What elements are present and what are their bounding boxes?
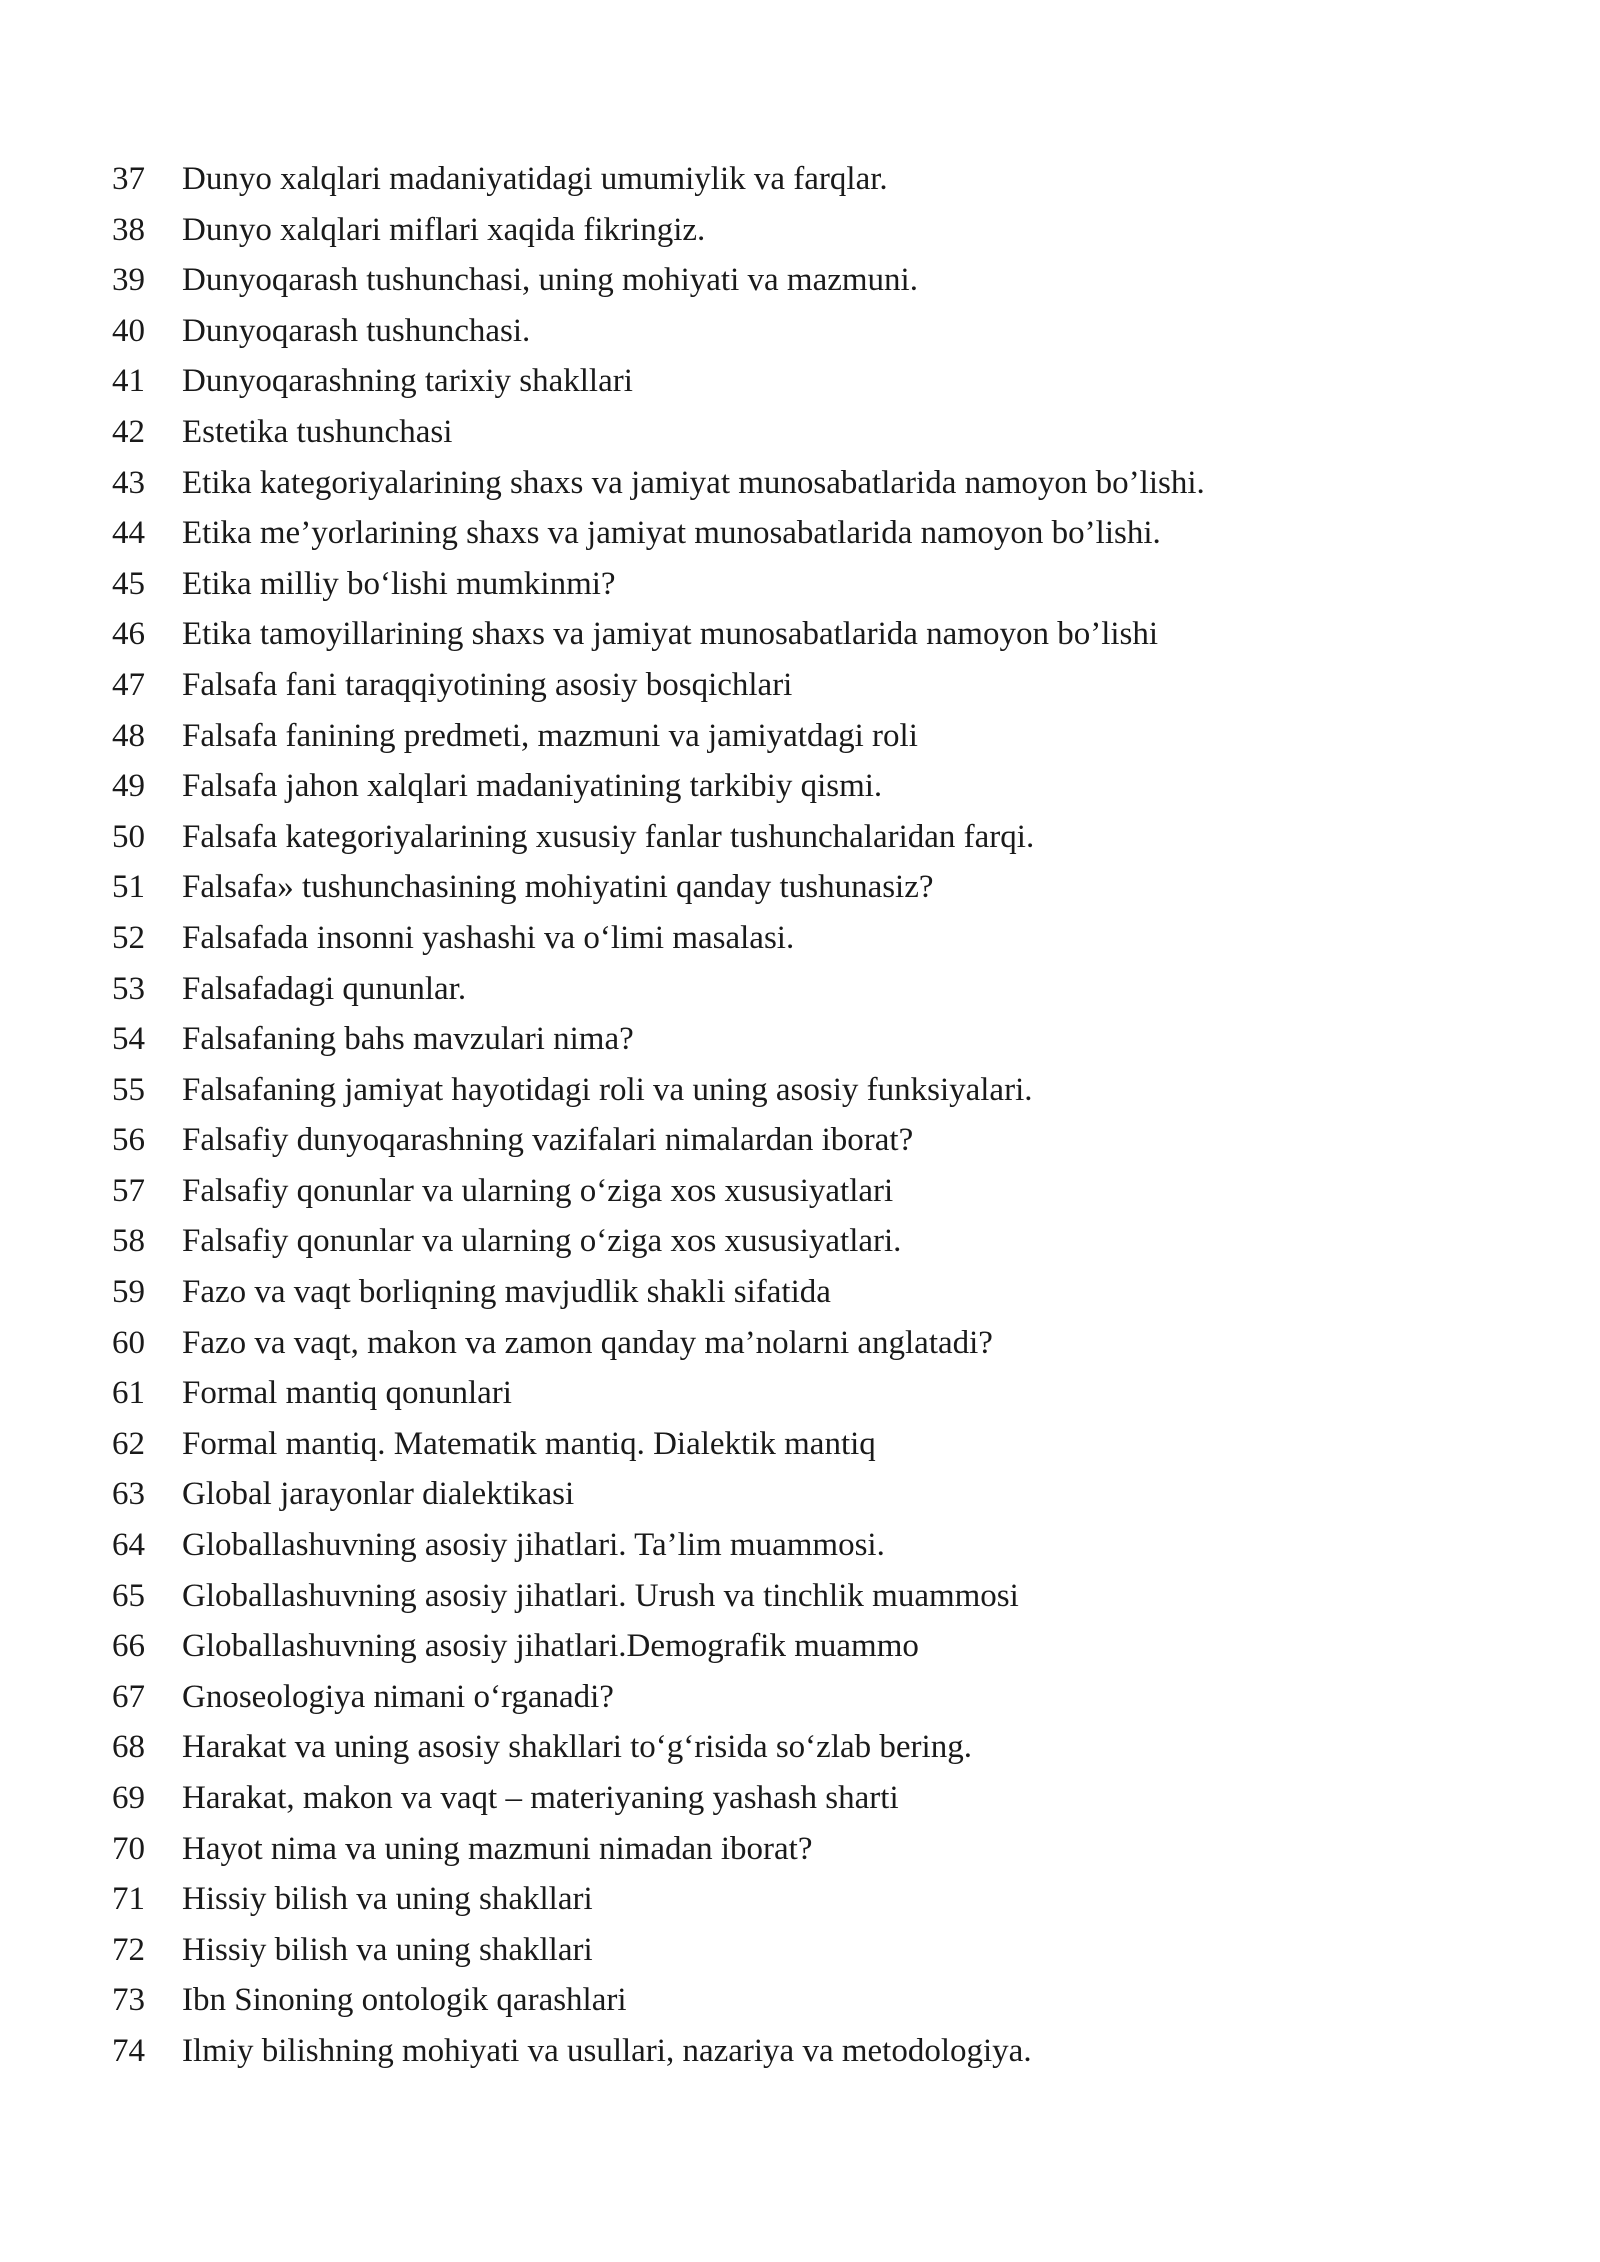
question-number: 37: [112, 161, 145, 197]
question-text: Global jarayonlar dialektikasi: [182, 1476, 575, 1513]
question-number: 52: [112, 919, 145, 956]
question-text: Hissiy bilish va uning shakllari: [182, 1881, 593, 1918]
question-number: 46: [112, 616, 145, 653]
question-text: Falsafa» tushunchasining mohiyatini qanday tushunasiz?: [182, 869, 934, 906]
question-item: [112, 1773, 1512, 1824]
question-item: [112, 1621, 1512, 1672]
question-text: Dunyoqarash tushunchasi.: [182, 312, 531, 349]
question-number: 44: [112, 515, 145, 552]
question-number: 65: [112, 1577, 145, 1614]
question-item: [112, 1115, 1512, 1166]
question-text: Falsafa fanining predmeti, mazmuni va jamiyatdagi roli: [182, 717, 918, 754]
question-item: [112, 1065, 1512, 1116]
question-text: Formal mantiq. Matematik mantiq. Dialektik mantiq: [182, 1425, 876, 1462]
question-item: [112, 2026, 1512, 2077]
question-number: 41: [112, 363, 145, 400]
question-item: [112, 1267, 1512, 1318]
question-item: [112, 660, 1512, 711]
question-item: [112, 1166, 1512, 1217]
question-item: [112, 609, 1512, 660]
question-number: 42: [112, 413, 145, 450]
question-item: [112, 1520, 1512, 1571]
question-text: Hayot nima va uning mazmuni nimadan iborat?: [182, 1830, 813, 1867]
question-item: [112, 306, 1512, 357]
question-number: 40: [112, 312, 145, 349]
question-number: 57: [112, 1172, 145, 1209]
question-item: [112, 964, 1512, 1015]
question-number: 68: [112, 1729, 145, 1766]
question-number: 59: [112, 1274, 145, 1311]
question-text: Falsafa jahon xalqlari madaniyatining tarkibiy qismi.: [182, 768, 883, 805]
question-item: [112, 812, 1512, 863]
question-number: 70: [112, 1830, 145, 1867]
question-text: Falsafaning bahs mavzulari nima?: [182, 1021, 634, 1058]
question-number: 55: [112, 1071, 145, 1108]
question-number: 74: [112, 2032, 145, 2069]
question-item: [112, 1368, 1512, 1419]
question-number: 56: [112, 1122, 145, 1159]
question-item: [112, 913, 1512, 964]
question-item: [112, 458, 1512, 509]
question-text: Etika tamoyillarining shaxs va jamiyat munosabatlarida namoyon bo’lishi: [182, 616, 1159, 653]
question-number: 71: [112, 1881, 145, 1918]
question-item: [112, 559, 1512, 610]
question-number: 58: [112, 1223, 145, 1260]
question-item: [112, 407, 1512, 458]
question-number: 61: [112, 1375, 145, 1412]
question-number: 43: [112, 464, 145, 501]
question-item: [112, 508, 1512, 559]
question-text: Gnoseologiya nimani o‘rganadi?: [182, 1678, 614, 1715]
question-text: Dunyo xalqlari madaniyatidagi umumiylik va farqlar.: [182, 161, 888, 197]
question-item: [112, 255, 1512, 306]
question-number: 49: [112, 768, 145, 805]
question-number: 72: [112, 1931, 145, 1968]
question-text: Etika milliy bo‘lishi mumkinmi?: [182, 565, 616, 602]
question-text: Globallashuvning asosiy jihatlari.Demografik muammo: [182, 1628, 919, 1665]
question-number: 67: [112, 1678, 145, 1715]
question-item: [112, 1571, 1512, 1622]
question-text: Fazo va vaqt borliqning mavjudlik shakli sifatida: [182, 1274, 831, 1311]
question-number: 54: [112, 1021, 145, 1058]
question-text: Ilmiy bilishning mohiyati va usullari, nazariya va metodologiya.: [182, 2032, 1032, 2069]
question-number: 50: [112, 818, 145, 855]
question-item: [112, 356, 1512, 407]
question-number: 48: [112, 717, 145, 754]
question-number: 64: [112, 1527, 145, 1564]
question-item: [112, 1874, 1512, 1925]
question-text: Harakat, makon va vaqt – materiyaning yashash sharti: [182, 1780, 899, 1816]
question-item: [112, 1216, 1512, 1267]
question-text: Falsafaning jamiyat hayotidagi roli va uning asosiy funksiyalari.: [182, 1071, 1033, 1108]
question-number: 51: [112, 869, 145, 906]
question-text: Falsafa kategoriyalarining xususiy fanlar tushunchalaridan farqi.: [182, 818, 1035, 855]
question-number: 62: [112, 1425, 145, 1462]
question-number: 53: [112, 970, 145, 1007]
question-text: Falsafiy qonunlar va ularning o‘ziga xos xususiyatlari.: [182, 1223, 902, 1260]
question-number: 69: [112, 1780, 145, 1816]
question-item: [112, 711, 1512, 762]
question-list: [112, 154, 1512, 2077]
question-text: Falsafadagi qununlar.: [182, 970, 467, 1007]
question-item: [112, 1014, 1512, 1065]
question-number: 47: [112, 666, 145, 703]
question-number: 66: [112, 1628, 145, 1665]
question-item: [112, 1419, 1512, 1470]
question-number: 63: [112, 1476, 145, 1513]
question-text: Dunyoqarash tushunchasi, uning mohiyati va mazmuni.: [182, 262, 918, 299]
question-item: [112, 1469, 1512, 1520]
question-item: [112, 761, 1512, 812]
question-text: Hissiy bilish va uning shakllari: [182, 1931, 593, 1968]
question-text: Dunyoqarashning tarixiy shakllari: [182, 363, 633, 400]
question-number: 39: [112, 262, 145, 299]
question-text: Falsafada insonni yashashi va o‘limi masalasi.: [182, 919, 795, 956]
question-number: 60: [112, 1324, 145, 1361]
question-item: [112, 154, 1512, 205]
question-text: Falsafa fani taraqqiyotining asosiy bosqichlari: [182, 666, 793, 703]
question-item: [112, 1318, 1512, 1369]
question-text: Falsafiy dunyoqarashning vazifalari nimalardan iborat?: [182, 1122, 914, 1159]
question-text: Estetika tushunchasi: [182, 413, 453, 450]
question-item: [112, 1975, 1512, 2026]
question-text: Formal mantiq qonunlari: [182, 1375, 512, 1412]
question-text: Ibn Sinoning ontologik qarashlari: [182, 1982, 627, 2019]
question-text: Etika kategoriyalarining shaxs va jamiyat munosabatlarida namoyon bo’lishi.: [182, 464, 1205, 501]
question-item: [112, 1672, 1512, 1723]
question-item: [112, 205, 1512, 256]
question-number: 45: [112, 565, 145, 602]
question-text: Fazo va vaqt, makon va zamon qanday ma’nolarni anglatadi?: [182, 1324, 993, 1361]
question-item: [112, 1824, 1512, 1875]
question-item: [112, 1925, 1512, 1976]
question-number: 73: [112, 1982, 145, 2019]
question-text: Harakat va uning asosiy shakllari to‘g‘risida so‘zlab bering.: [182, 1729, 972, 1766]
question-item: [112, 862, 1512, 913]
question-text: Globallashuvning asosiy jihatlari. Ta’lim muammosi.: [182, 1527, 885, 1564]
question-item: [112, 1722, 1512, 1773]
question-text: Dunyo xalqlari miflari xaqida fikringiz.: [182, 211, 706, 248]
question-text: Falsafiy qonunlar va ularning o‘ziga xos xususiyatlari: [182, 1172, 894, 1209]
question-text: Etika me’yorlarining shaxs va jamiyat munosabatlarida namoyon bo’lishi.: [182, 515, 1161, 552]
question-number: 38: [112, 211, 145, 248]
question-text: Globallashuvning asosiy jihatlari. Urush va tinchlik muammosi: [182, 1577, 1019, 1614]
